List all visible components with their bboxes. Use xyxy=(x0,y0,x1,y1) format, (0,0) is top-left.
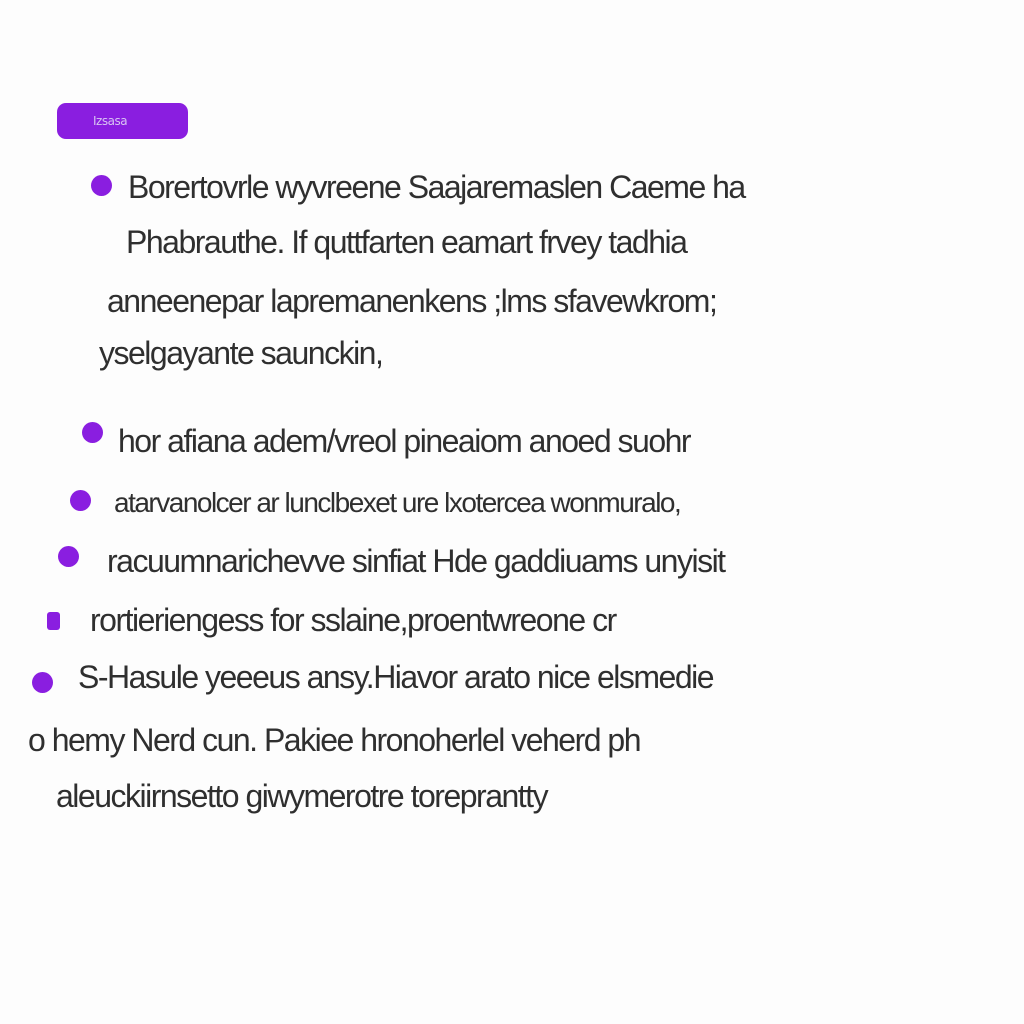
list-item-text: o hemy Nerd cun. Pakiee hronoherlel veherd ph xyxy=(28,722,641,758)
list-item-text: Phabrauthe. If quttfarten eamart frvey tadhia xyxy=(126,224,687,260)
list-item-text: anneenepar lapremanenkens ;lms sfavewkrom; xyxy=(107,283,717,319)
bullet-dot-icon xyxy=(82,422,103,443)
list-item-text: rortieriengess for sslaine,proentwreone cr xyxy=(90,602,616,638)
list-item-text: Borertovrle wyvreene Saajaremaslen Caeme ha xyxy=(128,169,745,205)
bullet-dot-icon xyxy=(32,672,53,693)
bullet-dot-icon xyxy=(91,175,112,196)
list-item-text: racuumnarichevve sinfiat Hde gaddiuams unyisit xyxy=(107,543,725,579)
list-item-text: S-Hasule yeeeus ansy.Hiavor arato nice elsmedie xyxy=(78,659,714,695)
bullet-dot-icon xyxy=(47,612,60,630)
list-item-text: hor afiana adem/vreol pineaiom anoed suohr xyxy=(118,423,691,459)
list-item-text: aleuckiirnsetto giwymerotre toreprantty xyxy=(56,778,548,814)
list-item-text: atarvanolcer ar lunclbexet ure lxotercea wonmuralo, xyxy=(114,487,681,518)
bullet-dot-icon xyxy=(70,490,91,511)
list-item-text: yselgayante saunckin, xyxy=(99,335,383,371)
category-tag-label: Izsasa xyxy=(93,114,128,128)
bullet-dot-icon xyxy=(58,546,79,567)
